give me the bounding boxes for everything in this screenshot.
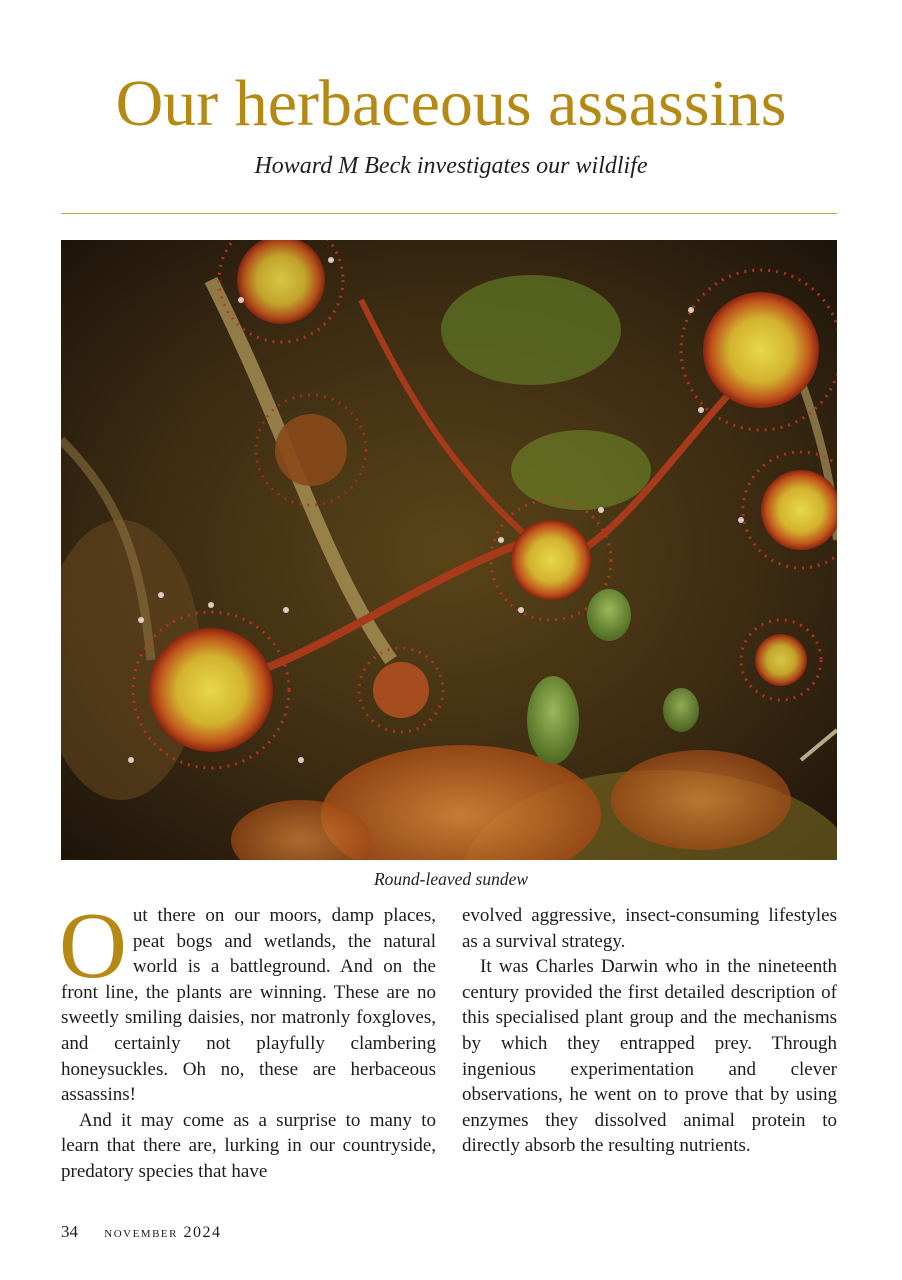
sundew-photo	[61, 240, 837, 860]
article-subtitle: Howard M Beck investigates our wildlife	[254, 153, 648, 179]
title-divider	[61, 213, 837, 214]
article-title: Our herbaceous assassins	[115, 67, 787, 140]
paragraph-2-start: And it may come as a surprise to many to learn that there are, lurking in our countryside, predatory species that have	[61, 1109, 436, 1182]
article-column-left	[59, 894, 436, 1185]
paragraph-2-continued: evolved aggressive, insect-consuming lifestyles as a survival strategy.	[462, 905, 837, 952]
page-number: 34	[61, 1222, 78, 1241]
paragraph-3: It was Charles Darwin who in the nineteenth century provided the first detailed description of this specialised plant group and the mechanisms by which they entrapped prey. Through ingenious experimentation and clever observations, he went on to prove that by using enzymes they dissolved animal protein to directly absorb the resulting nutrients.	[462, 956, 837, 1157]
paragraph-1-text: ut there on our moors, damp places, peat bogs and wetlands, the natural world is a battleground. And on the front line, the plants are winning. These are no sweetly smiling daisies, nor matronly foxgloves, and certainly not playfully clambering honeysuckles. Oh no, these are herbaceous assassins!	[61, 905, 436, 1106]
photo-caption: Round-leaved sundew	[373, 869, 529, 889]
page-footer	[61, 1222, 221, 1242]
paragraph-1	[59, 894, 436, 1108]
issue-date: november 2024	[104, 1224, 222, 1241]
drop-cap: O	[59, 894, 127, 998]
article-column-right	[462, 903, 837, 1159]
